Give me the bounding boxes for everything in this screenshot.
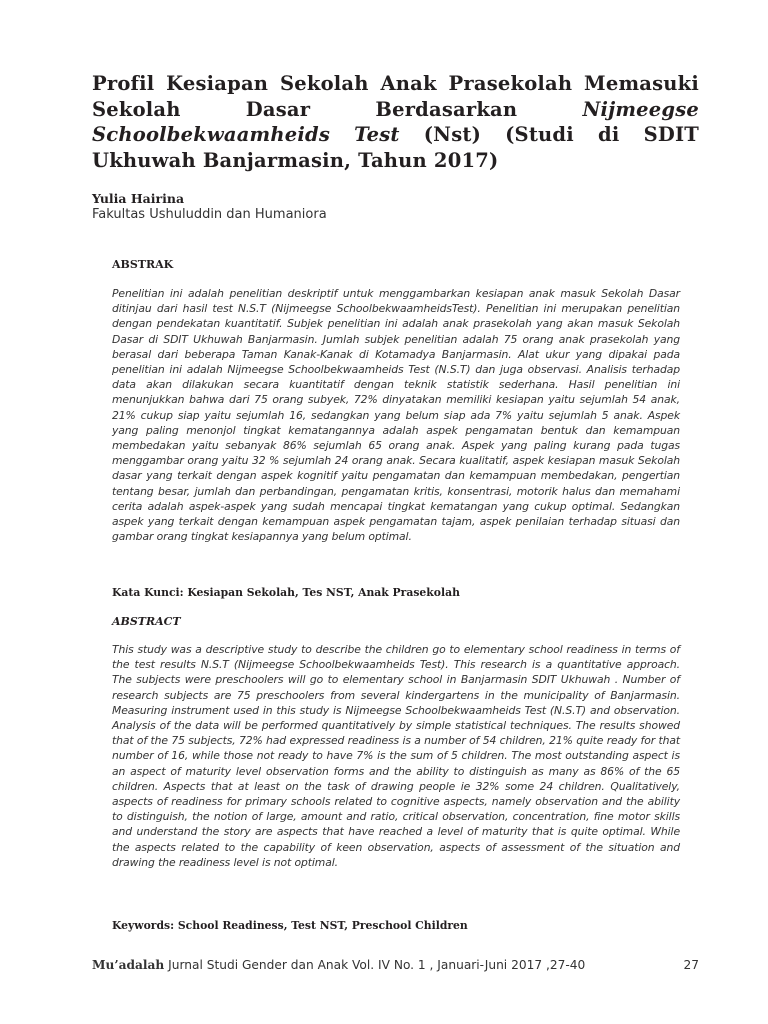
abstract-keywords: Keywords: School Readiness, Test NST, Preschool Children <box>112 919 468 932</box>
abstract-heading: ABSTRACT <box>112 615 181 628</box>
journal-citation: Jurnal Studi Gender dan Anak Vol. IV No. 1 , Januari-Juni 2017 ,27-40 <box>164 958 586 972</box>
page-footer <box>92 958 699 972</box>
author-name: Yulia Hairina <box>92 191 185 206</box>
abstrak-heading: ABSTRAK <box>112 258 174 271</box>
author-affiliation: Fakultas Ushuluddin dan Humaniora <box>92 207 327 222</box>
page-number: 27 <box>683 958 699 972</box>
journal-name: Mu’adalah <box>92 958 165 972</box>
article-title <box>92 71 699 173</box>
title-part-2: (Nst) (Studi di SDIT Ukhuwah Banjarmasin, Tahun 2017) <box>92 123 699 172</box>
abstrak-keywords: Kata Kunci: Kesiapan Sekolah, Tes NST, Anak Prasekolah <box>112 586 460 599</box>
title-part-1: Profil Kesiapan Sekolah Anak Prasekolah Memasuki Sekolah Dasar Berdasarkan <box>92 72 699 121</box>
title-italic-test-name: Nijmeegse Schoolbekwaamheids Test <box>92 97 699 146</box>
abstract-body: This study was a descriptive study to describe the children go to elementary school readiness in terms of the test results N.S.T (Nijmeegse Schoolbekwaamheids Test). This research is a quantitative approach. The subjects were preschoolers will go to elementary school in Banjarmasin SDIT Ukhuwah . Number of research subjects are 75 preschoolers from several kindergartens in the municipality of Banjarmasin. Measuring instrument used in this study is Nijmeegse Schoolbekwaamheids Test (N.S.T) and observation. Analysis of the data will be performed quantitatively by simple statistical techniques. The results showed that of the 75 subjects, 72% had expressed readiness is a number of 54 children, 21% quite ready for that number of 16, while those not ready to have 7% is the sum of 5 children. The most outstanding aspect is an aspect of maturity level observation forms and the ability to distinguish as many as 86% of the 65 children. Aspects that at least on the task of drawing people ie 32% some 24 children. Qualitatively, aspects of readiness for primary schools related to cognitive aspects, namely observation and the ability to distinguish, the notion of large, amount and ratio, critical observation, concentration, fine motor skills and understand the story are aspects that have reached a level of maturity that is quite optimal. While the aspects related to the capability of keen observation, aspects of assessment of the situation and drawing the readiness level is not optimal. <box>112 643 680 869</box>
abstrak-body: Penelitian ini adalah penelitian deskriptif untuk menggambarkan kesiapan anak masuk Sekolah Dasar ditinjau dari hasil test N.S.T (Nijmeegse SchoolbekwaamheidsTest). Penelitian ini merupakan penelitian dengan pendekatan kuantitatif. Subjek penelitian ini adalah anak prasekolah yang akan masuk Sekolah Dasar di SDIT Ukhuwah Banjarmasin. Jumlah subjek penelitian adalah 75 orang anak prasekolah yang berasal dari beberapa Taman Kanak-Kanak di Kotamadya Banjarmasin. Alat ukur yang dipakai pada penelitian ini adalah Nijmeegse Schoolbekwaamheids Test (N.S.T) dan juga observasi. Analisis terhadap data akan dilakukan secara kuantitatif dengan teknik statistik sederhana. Hasil penelitian ini menunjukkan bahwa dari 75 orang subyek, 72% dinyatakan memiliki kesiapan yaitu sejumlah 54 anak, 21% cukup siap yaitu sejumlah 16, sedangkan yang belum siap ada 7% yaitu sejumlah 5 anak. Aspek yang paling menonjol tingkat kematangannya adalah aspek pengamatan bentuk dan kemampuan membedakan yaitu sebanyak 86% sejumlah 65 orang anak. Aspek yang paling kurang pada tugas menggambar orang yaitu 32 % sejumlah 24 orang anak. Secara kualitatif, aspek kesiapan masuk Sekolah dasar yang terkait dengan aspek kognitif yaitu pengamatan dan kemampuan membedakan, pengertian tentang besar, jumlah dan perbandingan, pengamatan kritis, konsentrasi, motorik halus dan memahami cerita adalah aspek-aspek yang sudah mencapai tingkat kematangan yang cukup optimal. Sedangkan aspek yang terkait dengan kemampuan aspek pengamatan tajam, aspek penilaian terhadap situasi dan gambar orang tingkat kesiapannya yang belum optimal. <box>112 287 680 544</box>
